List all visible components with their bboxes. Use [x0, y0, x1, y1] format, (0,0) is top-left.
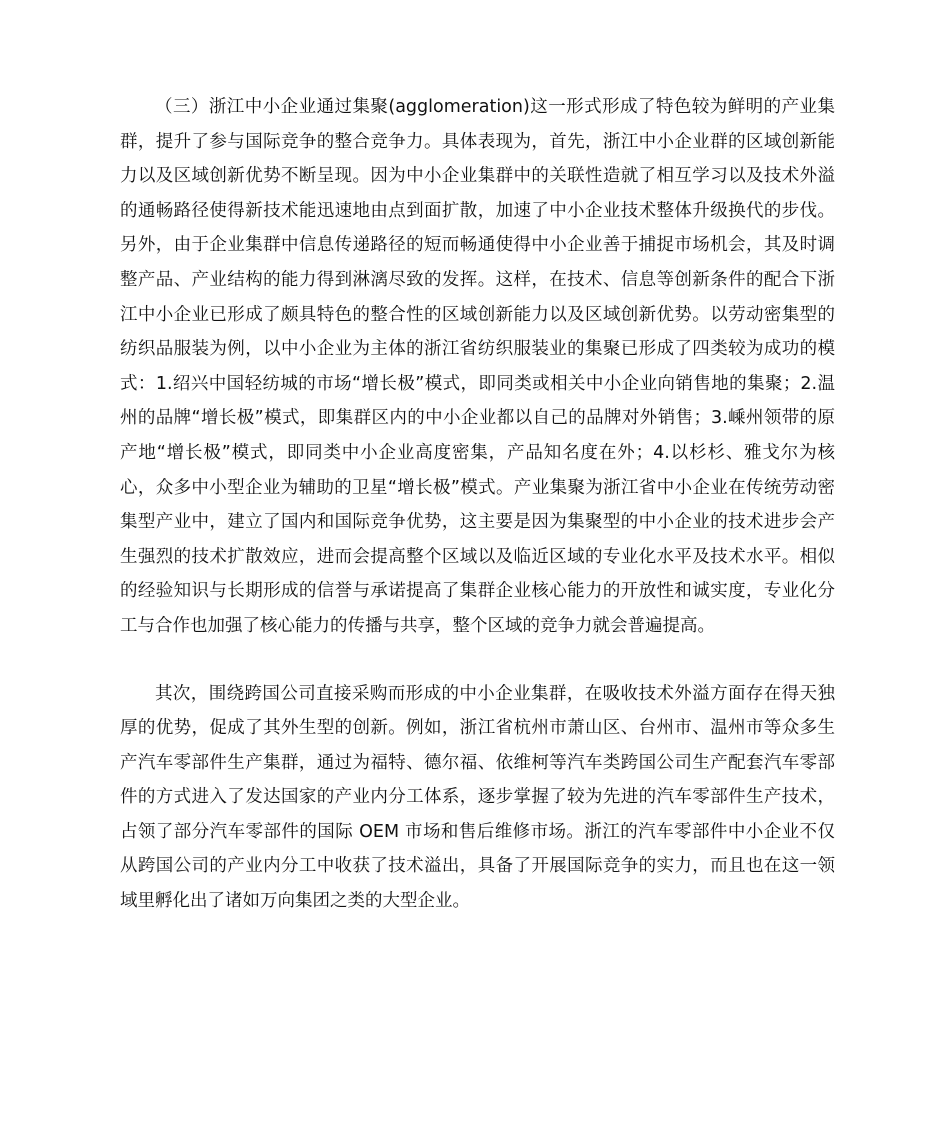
- document-body: [120, 90, 835, 919]
- paragraph-industrial-cluster: （三）浙江中小企业通过集聚(agglomeration)这一形式形成了特色较为鲜明的产业集群，提升了参与国际竞争的整合竞争力。具体表现为，首先，浙江中小企业群的区域创新能力以及区域创新优势不断呈现。因为中小企业集群中的关联性造就了相互学习以及技术外溢的通畅路径使得新技术能迅速地由点到面扩散，加速了中小企业技术整体升级换代的步伐。另外，由于企业集群中信息传递路径的短而畅通使得中小企业善于捕捉市场机会，其及时调整产品、产业结构的能力得到淋漓尽致的发挥。这样，在技术、信息等创新条件的配合下浙江中小企业已形成了颇具特色的整合性的区域创新能力以及区域创新优势。以劳动密集型的纺织品服装为例，以中小企业为主体的浙江省纺织服装业的集聚已形成了四类较为成功的模式：1.绍兴中国轻纺城的市场“增长极”模式，即同类或相关中小企业向销售地的集聚；2.温州的品牌“增长极”模式，即集群区内的中小企业都以自己的品牌对外销售；3.嵊州领带的原产地“增长极”模式，即同类中小企业高度密集，产品知名度在外；4.以杉杉、雅戈尔为核心，众多中小型企业为辅助的卫星“增长极”模式。产业集聚为浙江省中小企业在传统劳动密集型产业中，建立了国内和国际竞争优势，这主要是因为集聚型的中小企业的技术进步会产生强烈的技术扩散效应，进而会提高整个区域以及临近区域的专业化水平及技术水平。相似的经验知识与长期形成的信誉与承诺提高了集群企业核心能力的开放性和诚实度，专业化分工与合作也加强了核心能力的传播与共享，整个区域的竞争力就会普遍提高。: [120, 97, 835, 636]
- paragraph-multinational-sourcing: 其次，围绕跨国公司直接采购而形成的中小企业集群，在吸收技术外溢方面存在得天独厚的优势，促成了其外生型的创新。例如，浙江省杭州市萧山区、台州市、温州市等众多生产汽车零部件生产集群，通过为福特、德尔福、依维柯等汽车类跨国公司生产配套汽车零部件的方式进入了发达国家的产业内分工体系，逐步掌握了较为先进的汽车零部件生产技术，占领了部分汽车零部件的国际 OEM 市场和售后维修市场。浙江的汽车零部件中小企业不仅从跨国公司的产业内分工中收获了技术溢出，具备了开展国际竞争的实力，而且也在这一领域里孵化出了诸如万向集团之类的大型企业。: [120, 683, 835, 912]
